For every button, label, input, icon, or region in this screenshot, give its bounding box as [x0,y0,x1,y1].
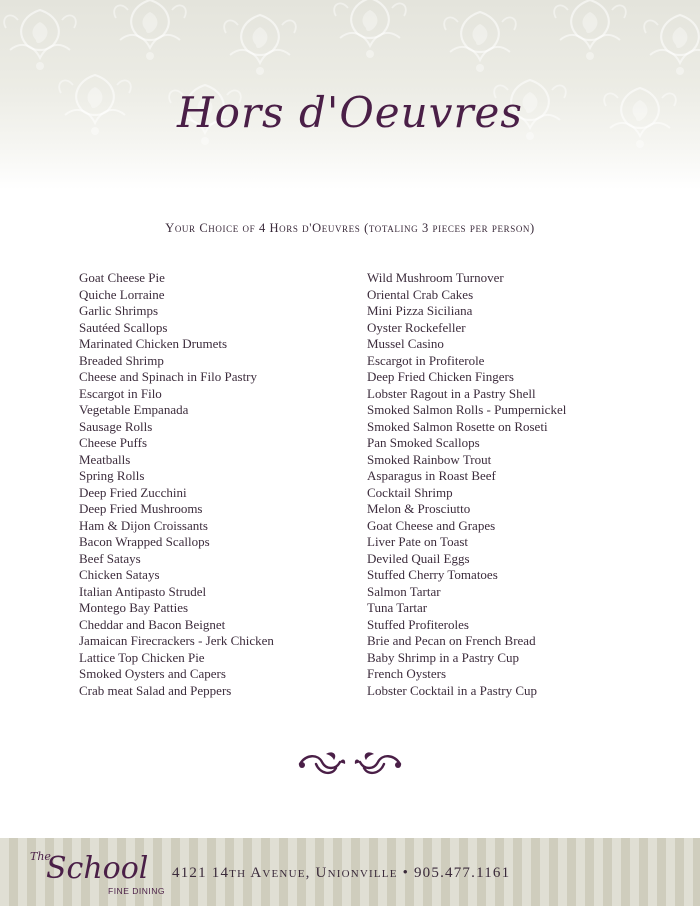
list-item: Smoked Rainbow Trout [367,451,492,467]
list-item: Deviled Quail Eggs [367,550,470,566]
list-item: Chicken Satays [79,567,160,582]
list-item: French Oysters [367,666,447,681]
page-title: Hors d'Oeuvres [177,88,523,137]
list-item: Smoked Salmon Rolls - Pumpernickel [367,402,567,417]
list-item: Sautéed Scallops [79,319,168,335]
list-item: Goat Cheese Pie [79,270,165,285]
footer-bar [0,838,700,906]
list-item: Oriental Crab Cakes [367,286,474,302]
list-item: Cheddar and Bacon Beignet [79,616,226,632]
list-item: Cocktail Shrimp [367,484,453,500]
list-item: Ham & Dijon Croissants [79,517,208,533]
menu-subtitle: Your Choice of 4 Hors d'Oeuvres (totaling 3 pieces per person) [165,221,535,235]
list-item: Beef Satays [79,550,141,566]
restaurant-address: 4121 14th Avenue, Unionville • 905.477.1161 [172,865,511,881]
list-item: Escargot in Filo [79,385,162,401]
list-item: Goat Cheese and Grapes [367,517,496,533]
list-item: Breaded Shrimp [79,352,164,368]
logo-tagline: FINE DINING [108,886,165,896]
list-item: Smoked Oysters and Capers [79,666,226,681]
header-banner [0,0,700,190]
list-item: Lattice Top Chicken Pie [79,649,205,665]
list-item: Bacon Wrapped Scallops [79,534,210,549]
list-item: Deep Fried Mushrooms [79,501,203,516]
list-item: Salmon Tartar [367,583,441,599]
list-item: Montego Bay Patties [79,600,189,615]
list-item: Vegetable Empanada [79,402,189,417]
list-item: Cheese Puffs [79,435,148,450]
logo-name: School [46,851,149,886]
list-item: Cheese and Spinach in Filo Pastry [79,369,258,384]
menu-column-right [367,270,566,699]
list-item: Jamaican Firecrackers - Jerk Chicken [79,633,274,648]
list-item: Marinated Chicken Drumets [79,336,228,351]
logo [30,846,170,902]
list-item: Tuna Tartar [367,600,428,615]
list-item: Smoked Salmon Rosette on Roseti [367,418,548,434]
list-item: Lobster Ragout in a Pastry Shell [367,385,536,401]
logo-the: The [30,850,51,863]
scroll-flourish-icon [296,748,404,780]
list-item: Escargot in Profiterole [367,352,485,368]
list-item: Pan Smoked Scallops [367,435,480,450]
menu-column-left [79,270,274,699]
list-item: Garlic Shrimps [79,303,159,318]
list-item: Spring Rolls [79,468,145,483]
list-item: Deep Fried Zucchini [79,484,187,500]
list-item: Asparagus in Roast Beef [367,468,496,483]
list-item: Italian Antipasto Strudel [79,583,207,599]
list-item: Baby Shrimp in a Pastry Cup [367,649,520,665]
list-item: Oyster Rockefeller [367,319,466,335]
list-item: Sausage Rolls [79,418,153,434]
list-item: Crab meat Salad and Peppers [79,682,232,698]
list-item: Melon & Prosciutto [367,501,471,516]
list-item: Meatballs [79,451,131,467]
list-item: Deep Fried Chicken Fingers [367,369,514,384]
list-item: Lobster Cocktail in a Pastry Cup [367,682,538,698]
list-item: Wild Mushroom Turnover [367,270,504,285]
list-item: Stuffed Profiteroles [367,616,469,632]
list-item: Mussel Casino [367,336,444,351]
list-item: Quiche Lorraine [79,286,165,302]
list-item: Mini Pizza Siciliana [367,303,473,318]
list-item: Brie and Pecan on French Bread [367,633,536,648]
list-item: Liver Pate on Toast [367,534,469,549]
list-item: Stuffed Cherry Tomatoes [367,567,498,582]
